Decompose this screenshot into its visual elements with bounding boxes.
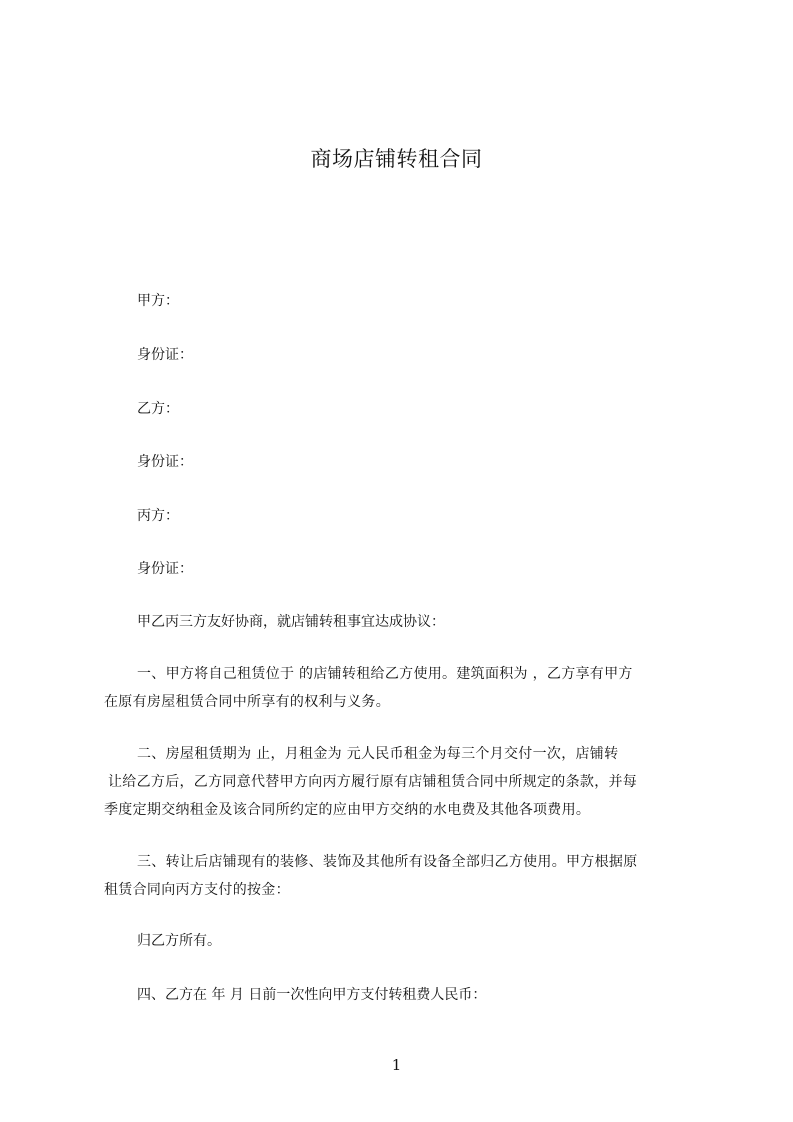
clause-3 — [104, 848, 702, 904]
party-c-id-label: 身份证： — [137, 561, 193, 577]
clause-2 — [104, 740, 702, 824]
clause-3-line: 租赁合同向丙方支付的按金： — [104, 882, 290, 898]
clause-2-line: 让给乙方后，乙方同意代替甲方向丙方履行原有店铺租赁合同中所规定的条款，并每 — [108, 774, 638, 790]
clause-1-line: 在原有房屋租赁合同中所享有的权利与义务。 — [104, 694, 390, 710]
clause-2-line: 二、房屋租赁期为 止，月租金为 元人民币租金为每三个月交付一次，店铺转 — [137, 746, 619, 762]
clause-3-line: 三、转让后店铺现有的装修、装饰及其他所有设备全部归乙方使用。甲方根据原 — [137, 854, 638, 870]
intro-paragraph: 甲乙丙三方友好协商，就店铺转租事宜达成协议： — [137, 614, 445, 630]
party-b-id-label: 身份证： — [137, 454, 193, 470]
page-number: 1 — [391, 1056, 402, 1074]
clause-2-line: 季度定期交纳租金及该合同所约定的应由甲方交纳的水电费及其他各项费用。 — [104, 802, 591, 818]
clause-3-tail: 归乙方所有。 — [137, 933, 221, 949]
party-b-label: 乙方： — [137, 401, 179, 417]
clause-1-line: 一、甲方将自己租赁位于 的店铺转租给乙方使用。建筑面积为 ，乙方享有甲方 — [137, 666, 633, 682]
clause-4: 四、乙方在 年 月 日前一次性向甲方支付转租费人民币： — [137, 987, 487, 1003]
party-c-label: 丙方： — [137, 508, 179, 524]
clause-1 — [104, 660, 702, 716]
party-a-label: 甲方： — [137, 293, 179, 309]
party-a-id-label: 身份证： — [137, 347, 193, 363]
document-title: 商场店铺转租合同 — [310, 147, 483, 171]
